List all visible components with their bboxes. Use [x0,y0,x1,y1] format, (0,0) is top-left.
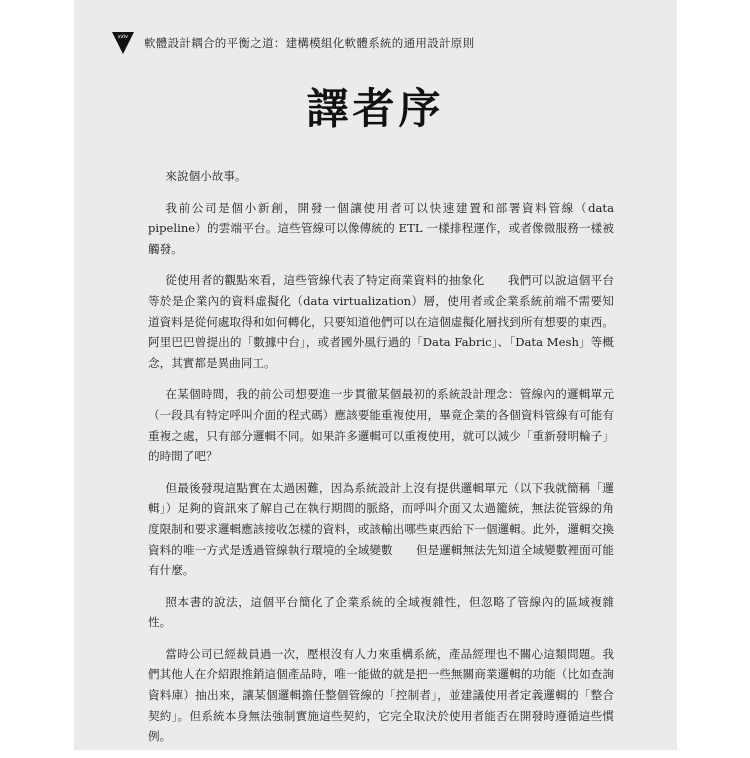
paragraph: 當時公司已經裁員過一次，壓根沒有人力來重構系統，產品經理也不關心這類問題。我們其他人在介紹跟推銷這個產品時，唯一能做的就是把一些無關商業邏輯的功能（比如查詢資料庫）抽出來，讓某個邏輯擔任整個管線的「控制者」，並建議使用者定義邏輯的「整合契約」。但系統本身無法強制實施這些契約，它完全取決於使用者能否在開發時遵循這些慣例。 [148,646,614,744]
book-page [74,0,677,750]
page-number-marker [112,32,134,54]
paragraph: 但最後發現這點實在太過困難，因為系統設計上沒有提供邏輯單元（以下我就簡稱「邏輯」）足夠的資訊來了解自己在執行期間的脈絡，而呼叫介面又太過籠統，無法從管線的角度限制和要求邏輯應該接收怎樣的資料，或該輸出哪些東西給下一個邏輯。此外，邏輯交換資料的唯一方式是透過管線執行環境的全域變數 但是邏輯無法先知道全域變數裡面可能有什麼。 [148,480,614,578]
paragraph: 在某個時間，我的前公司想要進一步貫徹某個最初的系統設計理念：管線內的邏輯單元（一段具有特定呼叫介面的程式碼）應該要能重複使用，畢竟企業的各個資料管線有可能有重複之處，只有部分邏輯不同。如果許多邏輯可以重複使用，就可以減少「重新發明輪子」的時間了吧？ [148,387,614,464]
paragraph: 來說個小故事。 [165,169,247,183]
page-number: xxiv [117,34,129,40]
book-title: 軟體設計耦合的平衡之道：建構模組化軟體系統的通用設計原則 [144,36,475,50]
paragraph: 照本書的說法，這個平台簡化了企業系統的全域複雜性，但忽略了管線內的區域複雜性。 [148,594,614,630]
chapter-title: 譯者序 [306,84,445,133]
paragraph: 我前公司是個小新創，開發一個讓使用者可以快速建置和部署資料管線（data pipeline）的雲端平台。這些管線可以像傳統的 ETL 一樣排程運作，或者像微服務一樣被觸發。 [148,200,614,256]
paragraph: 從使用者的觀點來看，這些管線代表了特定商業資料的抽象化 我們可以說這個平台等於是企業內的資料虛擬化（data virtualization）層，使用者或企業系統前端不需要知道資料是從何處取得和如何轉化，只要知道他們可以在這個虛擬化層找到所有想要的東西。阿里巴巴曾提出的「數據中台」，或者國外風行過的「Data Fabric」、「Data Mesh」等概念，其實都是異曲同工。 [148,273,614,370]
body-text [148,166,614,758]
running-header [112,32,474,54]
